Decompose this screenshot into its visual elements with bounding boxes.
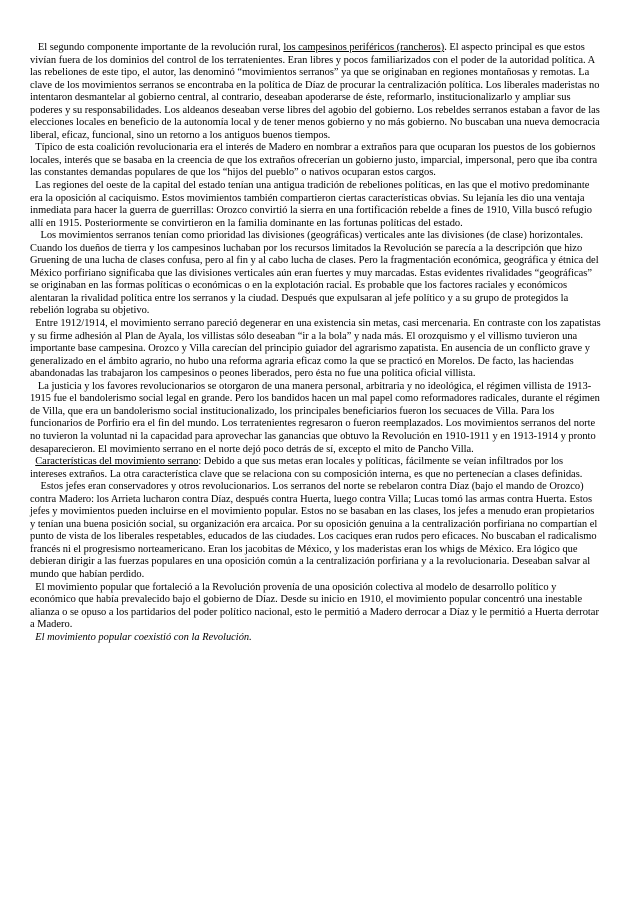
paragraph-1-lead: El segundo componente importante de la revolución rural, (37, 42, 284, 53)
paragraph-4-text: Los movimientos serranos tenían como prioridad las divisiones (geográficas) verticales ante las divisiones (de clase) horizontales. Cuando los dueños de tierra y los campesinos luchaban por los recursos limitados la Revolución se parecía a la descripción que hizo Gruening de una lucha de clases confusa, pero al fin y al cabo lucha de clases. Pero la fragmentación económica, geográfica y étnica del México porfiriano significaba que las divisiones verticales aún eran fuertes y muy marcadas. Estas evidentes rivalidades “geográficas” se originaban en las formas políticas o económicas o en la explotación racial. Es probable que los factores raciales y económicos alentaran la rivalidad política entre los serranos y la ciudad. Después que expulsaran al jefe político y a su grupo de protegidos la rebelión lograba su objetivo. (30, 230, 599, 317)
paragraph-1-body: . El aspecto principal es que estos vivían fuera de los dominios del control de los terratenientes. Eran libres y pocos familiarizados con el poder de la autoridad política. A las rebeliones de este tipo, el autor, las denominó “movimientos serranos” ya que se originaban en regiones montañosas y remotas. La clave de los movimientos serranos se encontraba en la política de Díaz de procurar la centralización política. Los liberales maderistas no intentaron desmantelar al gobierno central, al contrario, deseaban apoderarse de éste, reformarlo, institucionalizarlo y ampliar sus poderes y su responsabilidades. Los aldeanos deseaban verse libres del agobio del gobierno. Los rebeldes serranos estaban a favor de las elecciones locales en beneficio de la autonomía local y de tener menos gobierno y no más gobierno. No buscaban una nueva democracia liberal, eficaz, funcional, sino un retorno a los antiguos buenos tiempos. (30, 42, 600, 141)
paragraph-3-text: Las regiones del oeste de la capital del estado tenían una antigua tradición de rebeliones políticas, en las que el motivo predominante era la oposición al caciquismo. Estos movimientos también compartieron ciertas características obvias. Su lejanía les dio una ventaja inmediata para hacer la guerra de guerrillas: Orozco convirtió la sierra en una fortificación rebelde a fines de 1910, Villa buscó refugio allí en 1915. Posteriormente se convirtieron en la familia dominante en las fortunas políticas del estado. (30, 180, 592, 229)
paragraph-9-text: El movimiento popular que fortaleció a la Revolución provenía de una oposición colectiva al modelo de desarrollo político y económico que había prevalecido bajo el gobierno de Díaz. Desde su inicio en 1910, el movimiento popular concentró una inestable alianza o se opuso a los partidarios del poder político nacional, esto le permitió a Madero derrocar a Díaz y le permitió a Huerta derrotar a Madero. (30, 581, 599, 631)
paragraph-7-heading: Características del movimiento serrano (35, 456, 199, 468)
paragraph-6-text: La justicia y los favores revolucionarios se otorgaron de una manera personal, arbitraria y no ideológica, el régimen villista de 1913-1915 fue el bandolerismo social legal en grande. Pero los bandidos hacen un mal papel como reformadores radicales, durante el régimen de Villa, que era un bandolerismo social institucionalizado, los principales beneficiarios fueron los secuaces de Villa. Para los funcionarios de Porfirio era el fin del mundo. Los terratenientes regresaron o fueron reemplazados. Los movimientos serranos del norte no tuvieron la voluntad ni la capacidad para aprovechar las ganancias que obtuvo la Revolución en 1910-1911 y en 1913-1914 y pronto desaparecieron. El movimiento serrano en el norte dejó poco detrás de sí, excepto el mito de Pancho Villa. (30, 380, 600, 455)
paragraph-6 (30, 381, 602, 456)
paragraph-10-text: El movimiento popular coexistió con la Revolución. (35, 631, 252, 643)
paragraph-1 (30, 42, 602, 142)
paragraph-10 (30, 632, 602, 645)
paragraph-4 (30, 230, 602, 318)
paragraph-5 (30, 318, 602, 381)
document-page (30, 42, 602, 644)
paragraph-5-text: Entre 1912/1914, el movimiento serrano pareció degenerar en una existencia sin metas, casi mercenaria. En contraste con los zapatistas y su firme adhesión al Plan de Ayala, los villistas sólo deseaban “ir a la bola” y nada más. El orozquismo y el villismo tuvieron una importante base campesina. Orozco y Villa carecían del principio guiador del agrarismo zapatista. En ausencia de un conflicto grave y generalizado en el ámbito agrario, no hubo una reforma agraria eficaz como la que se practicó en Morelos. De facto, las haciendas abandonadas las trabajaron los campesinos o peones liberados, pero ésta no fue una política oficial villista. (30, 318, 601, 380)
paragraph-7 (30, 456, 602, 481)
paragraph-8 (30, 481, 602, 581)
paragraph-2 (30, 142, 602, 180)
paragraph-3 (30, 180, 602, 230)
paragraph-2-text: Típico de esta coalición revolucionaria era el interés de Madero en nombrar a extraños para que ocuparan los puestos de los gobiernos locales, interés que se basaba en la creencia de que los extraños ofrecerían un gobierno justo, imparcial, impersonal, pero que iba contra las constantes demandas populares de que los “hijos del pueblo” o nativos ocuparan estos cargos. (30, 142, 598, 179)
paragraph-1-underlined-term: los campesinos periféricos (rancheros) (283, 42, 445, 53)
paragraph-8-text: Estos jefes eran conservadores y otros revolucionarios. Los serranos del norte se rebelaron contra Díaz (bajo el mando de Orozco) contra Madero: los Arrieta lucharon contra Díaz, después contra Huerta, luego contra Villa; Lucas tomó las armas contra Huerta. Estos jefes y movimientos pueden incluirse en el movimiento popular. Estos no se basaban en las clases, los jefes a menudo eran propietarios y tenían una buena posición social, su organización era arcaica. Por su oposición genuina a la centralización porfiriana no compartían el punto de vista de los liberales respetables, educados de las ciudades. Los caciques eran rudos pero eficaces. No buscaban el radicalismo francés ni el progresismo norteamericano. Eran los jacobitas de México, y los maderistas eran los whigs de México. Era lógico que debieran dirigir a las fuerzas populares en una oposición común a la centralización porfiriana y a la revolucionaria. Deseaban salvar al mundo que habían perdido. (30, 481, 598, 580)
paragraph-9 (30, 582, 602, 632)
paragraph-7-body: : Debido a que sus metas eran locales y políticas, fácilmente se veían infiltrados por los intereses extraños. La otra característica clave que se relaciona con su composición interna, es que no pertenecían a clases definidas. (30, 456, 583, 480)
